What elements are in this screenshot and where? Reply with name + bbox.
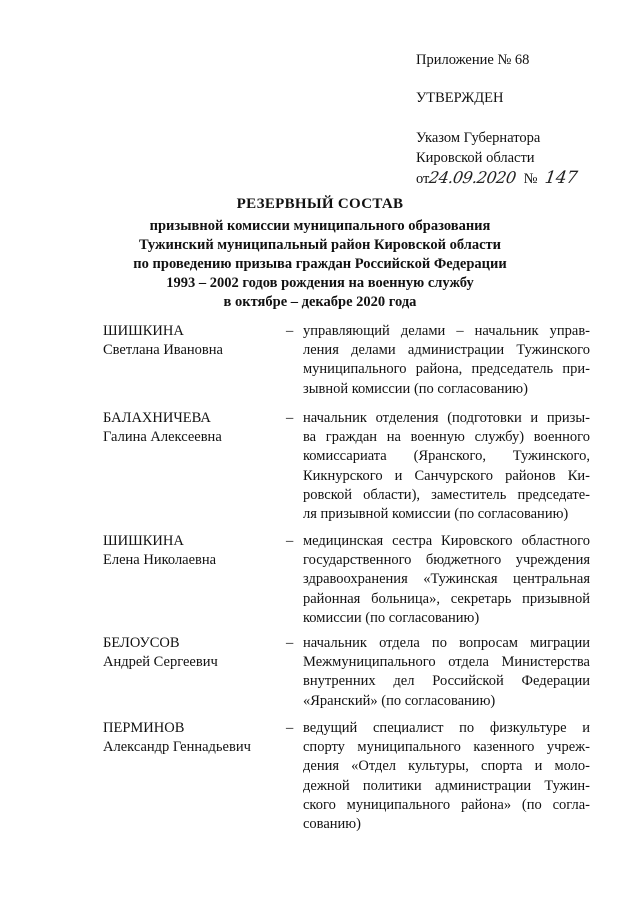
- appendix-number: Приложение № 68: [416, 52, 530, 68]
- title-line: в октябре – декабре 2020 года: [223, 294, 417, 310]
- title-line: Тужинский муниципальный район Кировской области: [138, 237, 502, 253]
- role-line: зывной комиссии (по согласованию): [303, 380, 528, 397]
- role-line: ления делами администрации Тужинского: [303, 342, 590, 359]
- decree-line-1: Указом Губернатора: [416, 130, 541, 146]
- role-line: муниципального района, председатель при-: [303, 361, 590, 378]
- member-role: [303, 532, 590, 628]
- role-line: ведущий специалист по физкультуре и: [303, 720, 590, 736]
- separator-dash: –: [286, 323, 294, 339]
- role-line: управляющий делами – начальник управ-: [303, 323, 590, 339]
- member-surname: ПЕРМИНОВ: [103, 720, 185, 736]
- role-line: внутренних дел Российской Федерации: [303, 673, 590, 690]
- member-given-names: Елена Николаевна: [103, 552, 217, 569]
- role-line: ского муниципального района» (по согла-: [303, 796, 590, 813]
- decree-date-number: [416, 168, 626, 189]
- title-line: 1993 – 2002 годов рождения на военную службу: [166, 275, 474, 291]
- member-name: [103, 532, 283, 570]
- role-line: начальник отдела по вопросам миграции: [303, 635, 590, 651]
- member-surname: ШИШКИНА: [103, 323, 184, 339]
- member-surname: БЕЛОУСОВ: [103, 635, 180, 651]
- approved-label: УТВЕРЖДЕН: [416, 90, 504, 106]
- separator-dash: –: [286, 533, 294, 549]
- role-line: начальник отделения (подготовки и призы-: [303, 410, 590, 426]
- role-line: комиссии (по согласованию): [303, 609, 480, 626]
- handwritten-number: 147: [544, 168, 580, 188]
- member-surname: БАЛАХНИЧЕВА: [103, 410, 211, 426]
- date-prefix: от: [416, 171, 430, 187]
- role-line: Межмуниципального отдела Министерства: [303, 654, 590, 671]
- member-given-names: Александр Геннадьевич: [103, 739, 251, 756]
- role-line: ля призывной комиссии (по согласованию): [303, 505, 569, 522]
- role-line: дежной политики администрации Тужин-: [303, 777, 590, 794]
- separator-dash: –: [286, 410, 294, 426]
- handwritten-date: 24.09.2020: [428, 168, 518, 187]
- role-line: дения «Отдел культуры, спорта и моло-: [303, 758, 590, 775]
- role-line: здравоохранения «Тужинская центральная: [303, 571, 590, 588]
- member-given-names: Светлана Ивановна: [103, 342, 223, 359]
- member-given-names: Андрей Сергеевич: [103, 654, 218, 671]
- role-line: медицинская сестра Кировского областного: [303, 533, 590, 549]
- member-name: [103, 322, 283, 360]
- role-line: ровской области), заместитель председате-: [303, 486, 590, 503]
- role-line: государственного бюджетного учреждения: [303, 552, 590, 569]
- role-line: Кикнурского и Санчурского районов Ки-: [303, 467, 590, 484]
- title-main: РЕЗЕРВНЫЙ СОСТАВ: [236, 196, 404, 212]
- title-line: по проведению призыва граждан Российской Федерации: [133, 256, 507, 272]
- number-label: №: [523, 171, 538, 187]
- separator-dash: –: [286, 720, 294, 736]
- role-line: районная больница», секретарь призывной: [303, 590, 590, 607]
- member-role: [303, 409, 590, 524]
- member-role: [303, 719, 590, 834]
- separator-dash: –: [286, 635, 294, 651]
- member-name: [103, 719, 283, 757]
- role-line: спорту муниципального казенного учреж-: [303, 739, 590, 756]
- approval-header: [416, 50, 626, 189]
- member-name: [103, 634, 283, 672]
- document-title: [100, 195, 540, 312]
- member-role: [303, 634, 590, 711]
- decree-line-2: Кировской области: [416, 150, 535, 166]
- member-role: [303, 322, 590, 399]
- role-line: комиссариата (Яранского, Тужинского,: [303, 448, 590, 465]
- member-given-names: Галина Алексеевна: [103, 429, 222, 446]
- role-line: сованию): [303, 815, 361, 832]
- member-surname: ШИШКИНА: [103, 533, 184, 549]
- title-line: призывной комиссии муниципального образования: [149, 218, 491, 234]
- role-line: ва граждан на военную службу) военного: [303, 429, 590, 446]
- member-name: [103, 409, 283, 447]
- role-line: «Яранский» (по согласованию): [303, 692, 496, 709]
